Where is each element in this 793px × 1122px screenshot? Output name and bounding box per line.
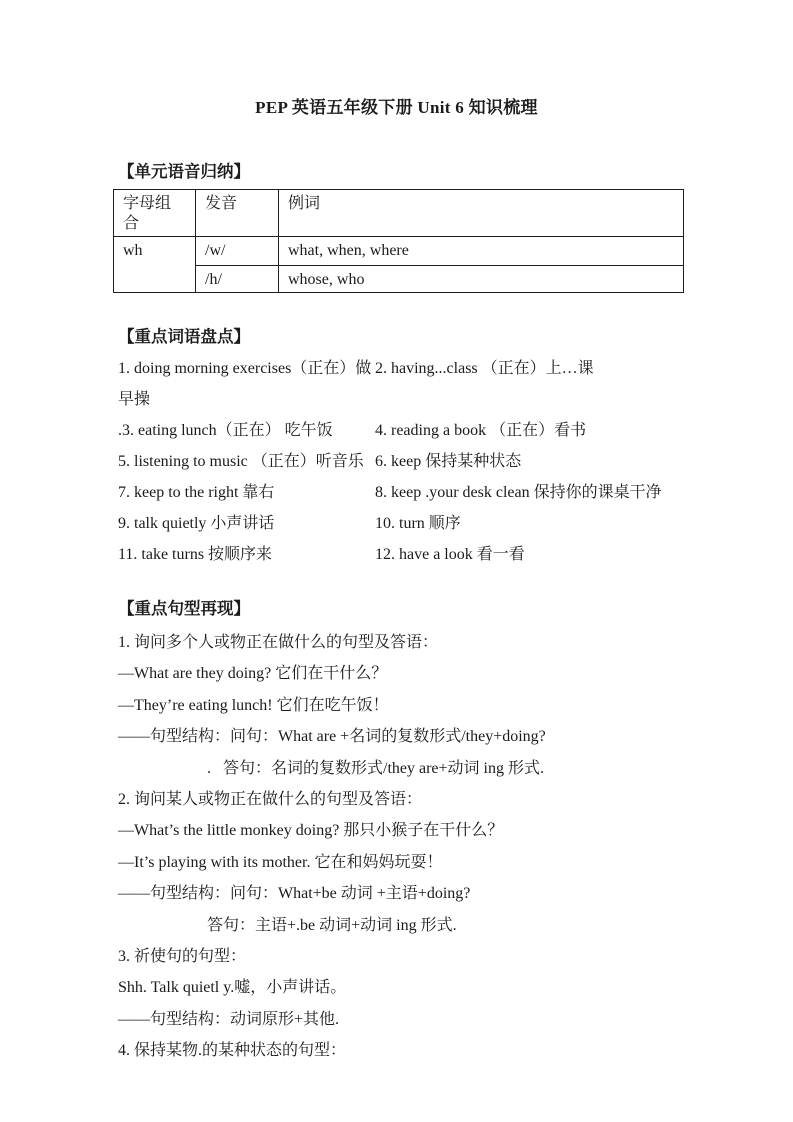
key-words-section-heading: 【重点词语盘点】 bbox=[118, 327, 250, 346]
word-item: 5. listening to music （正在）听音乐 bbox=[118, 453, 364, 470]
word-item: .3. eating lunch（正在） 吃午饭 bbox=[118, 422, 333, 439]
phonics-letter-group: wh bbox=[114, 237, 196, 293]
sentence-line: —What’s the little monkey doing? 那只小猴子在干什么？ bbox=[118, 822, 504, 840]
word-row bbox=[118, 477, 793, 508]
word-item: 10. turn 顺序 bbox=[375, 515, 461, 532]
key-sentences-section-heading: 【重点句型再现】 bbox=[118, 599, 250, 618]
word-item: 11. take turns 按顺序来 bbox=[118, 546, 273, 563]
word-list bbox=[118, 353, 793, 570]
phonics-row-h bbox=[114, 266, 684, 293]
phonics-pronunciation-w: /w/ bbox=[196, 237, 279, 266]
word-item: 9. talk quietly 小声讲话 bbox=[118, 515, 275, 532]
sentence-line: ——句型结构：问句：What+be 动词 +主语+doing? bbox=[118, 885, 471, 903]
phonics-pronunciation-h: /h/ bbox=[196, 266, 279, 293]
word-row bbox=[118, 508, 793, 539]
word-item: 1. doing morning exercises（正在）做早操 bbox=[118, 360, 372, 408]
sentence-line: 3. 祈使句的句型： bbox=[118, 948, 247, 966]
phonics-col-pronunciation: 发音 bbox=[196, 190, 279, 237]
phonics-table-header-row bbox=[114, 190, 684, 237]
word-item: 4. reading a book （正在）看书 bbox=[375, 422, 587, 439]
word-row bbox=[118, 415, 793, 446]
phonics-examples-h: whose, who bbox=[279, 266, 684, 293]
phonics-table bbox=[113, 189, 684, 293]
sentence-line: —What are they doing? 它们在干什么？ bbox=[118, 665, 388, 683]
sentence-line: 4. 保持某物.的某种状态的句型： bbox=[118, 1042, 347, 1060]
word-row bbox=[118, 446, 793, 477]
phonics-row-w bbox=[114, 237, 684, 266]
phonics-col-examples: 例词 bbox=[279, 190, 684, 237]
word-item: 12. have a look 看一看 bbox=[375, 546, 525, 563]
page-title: PEP 英语五年级下册 Unit 6 知识梳理 bbox=[255, 98, 538, 117]
sentence-line: —It’s playing with its mother. 它在和妈妈玩耍！ bbox=[118, 853, 443, 871]
word-item: 6. keep 保持某种状态 bbox=[375, 453, 522, 470]
sentence-line: Shh. Talk quietl y.嘘，小声讲话。 bbox=[118, 979, 347, 997]
sentence-line: 1. 询问多个人或物正在做什么的句型及答语： bbox=[118, 634, 439, 651]
sentence-line: ——句型结构：问句：What are +名词的复数形式/they+doing? bbox=[118, 728, 546, 746]
word-row bbox=[118, 353, 793, 415]
sentence-line: 2. 询问某人或物正在做什么的句型及答语： bbox=[118, 791, 423, 809]
sentence-line: —They’re eating lunch! 它们在吃午饭！ bbox=[118, 696, 389, 714]
sentence-line: 答句：主语+.be 动词+动词 ing 形式. bbox=[207, 916, 457, 934]
phonics-examples-w: what, when, where bbox=[279, 237, 684, 266]
word-row bbox=[118, 539, 793, 570]
phonics-col-letter-group: 字母组合 bbox=[114, 190, 196, 237]
word-item: 2. having...class （正在）上…课 bbox=[375, 360, 594, 377]
sentence-line: . 答句：名词的复数形式/they are+动词 ing 形式. bbox=[207, 759, 544, 777]
word-item: 8. keep .your desk clean 保持你的课桌干净 bbox=[375, 484, 662, 501]
phonics-section-heading: 【单元语音归纳】 bbox=[118, 162, 250, 181]
sentence-list bbox=[118, 627, 793, 1067]
sentence-line: ——句型结构：动词原形+其他. bbox=[118, 1010, 340, 1028]
word-item: 7. keep to the right 靠右 bbox=[118, 484, 275, 501]
